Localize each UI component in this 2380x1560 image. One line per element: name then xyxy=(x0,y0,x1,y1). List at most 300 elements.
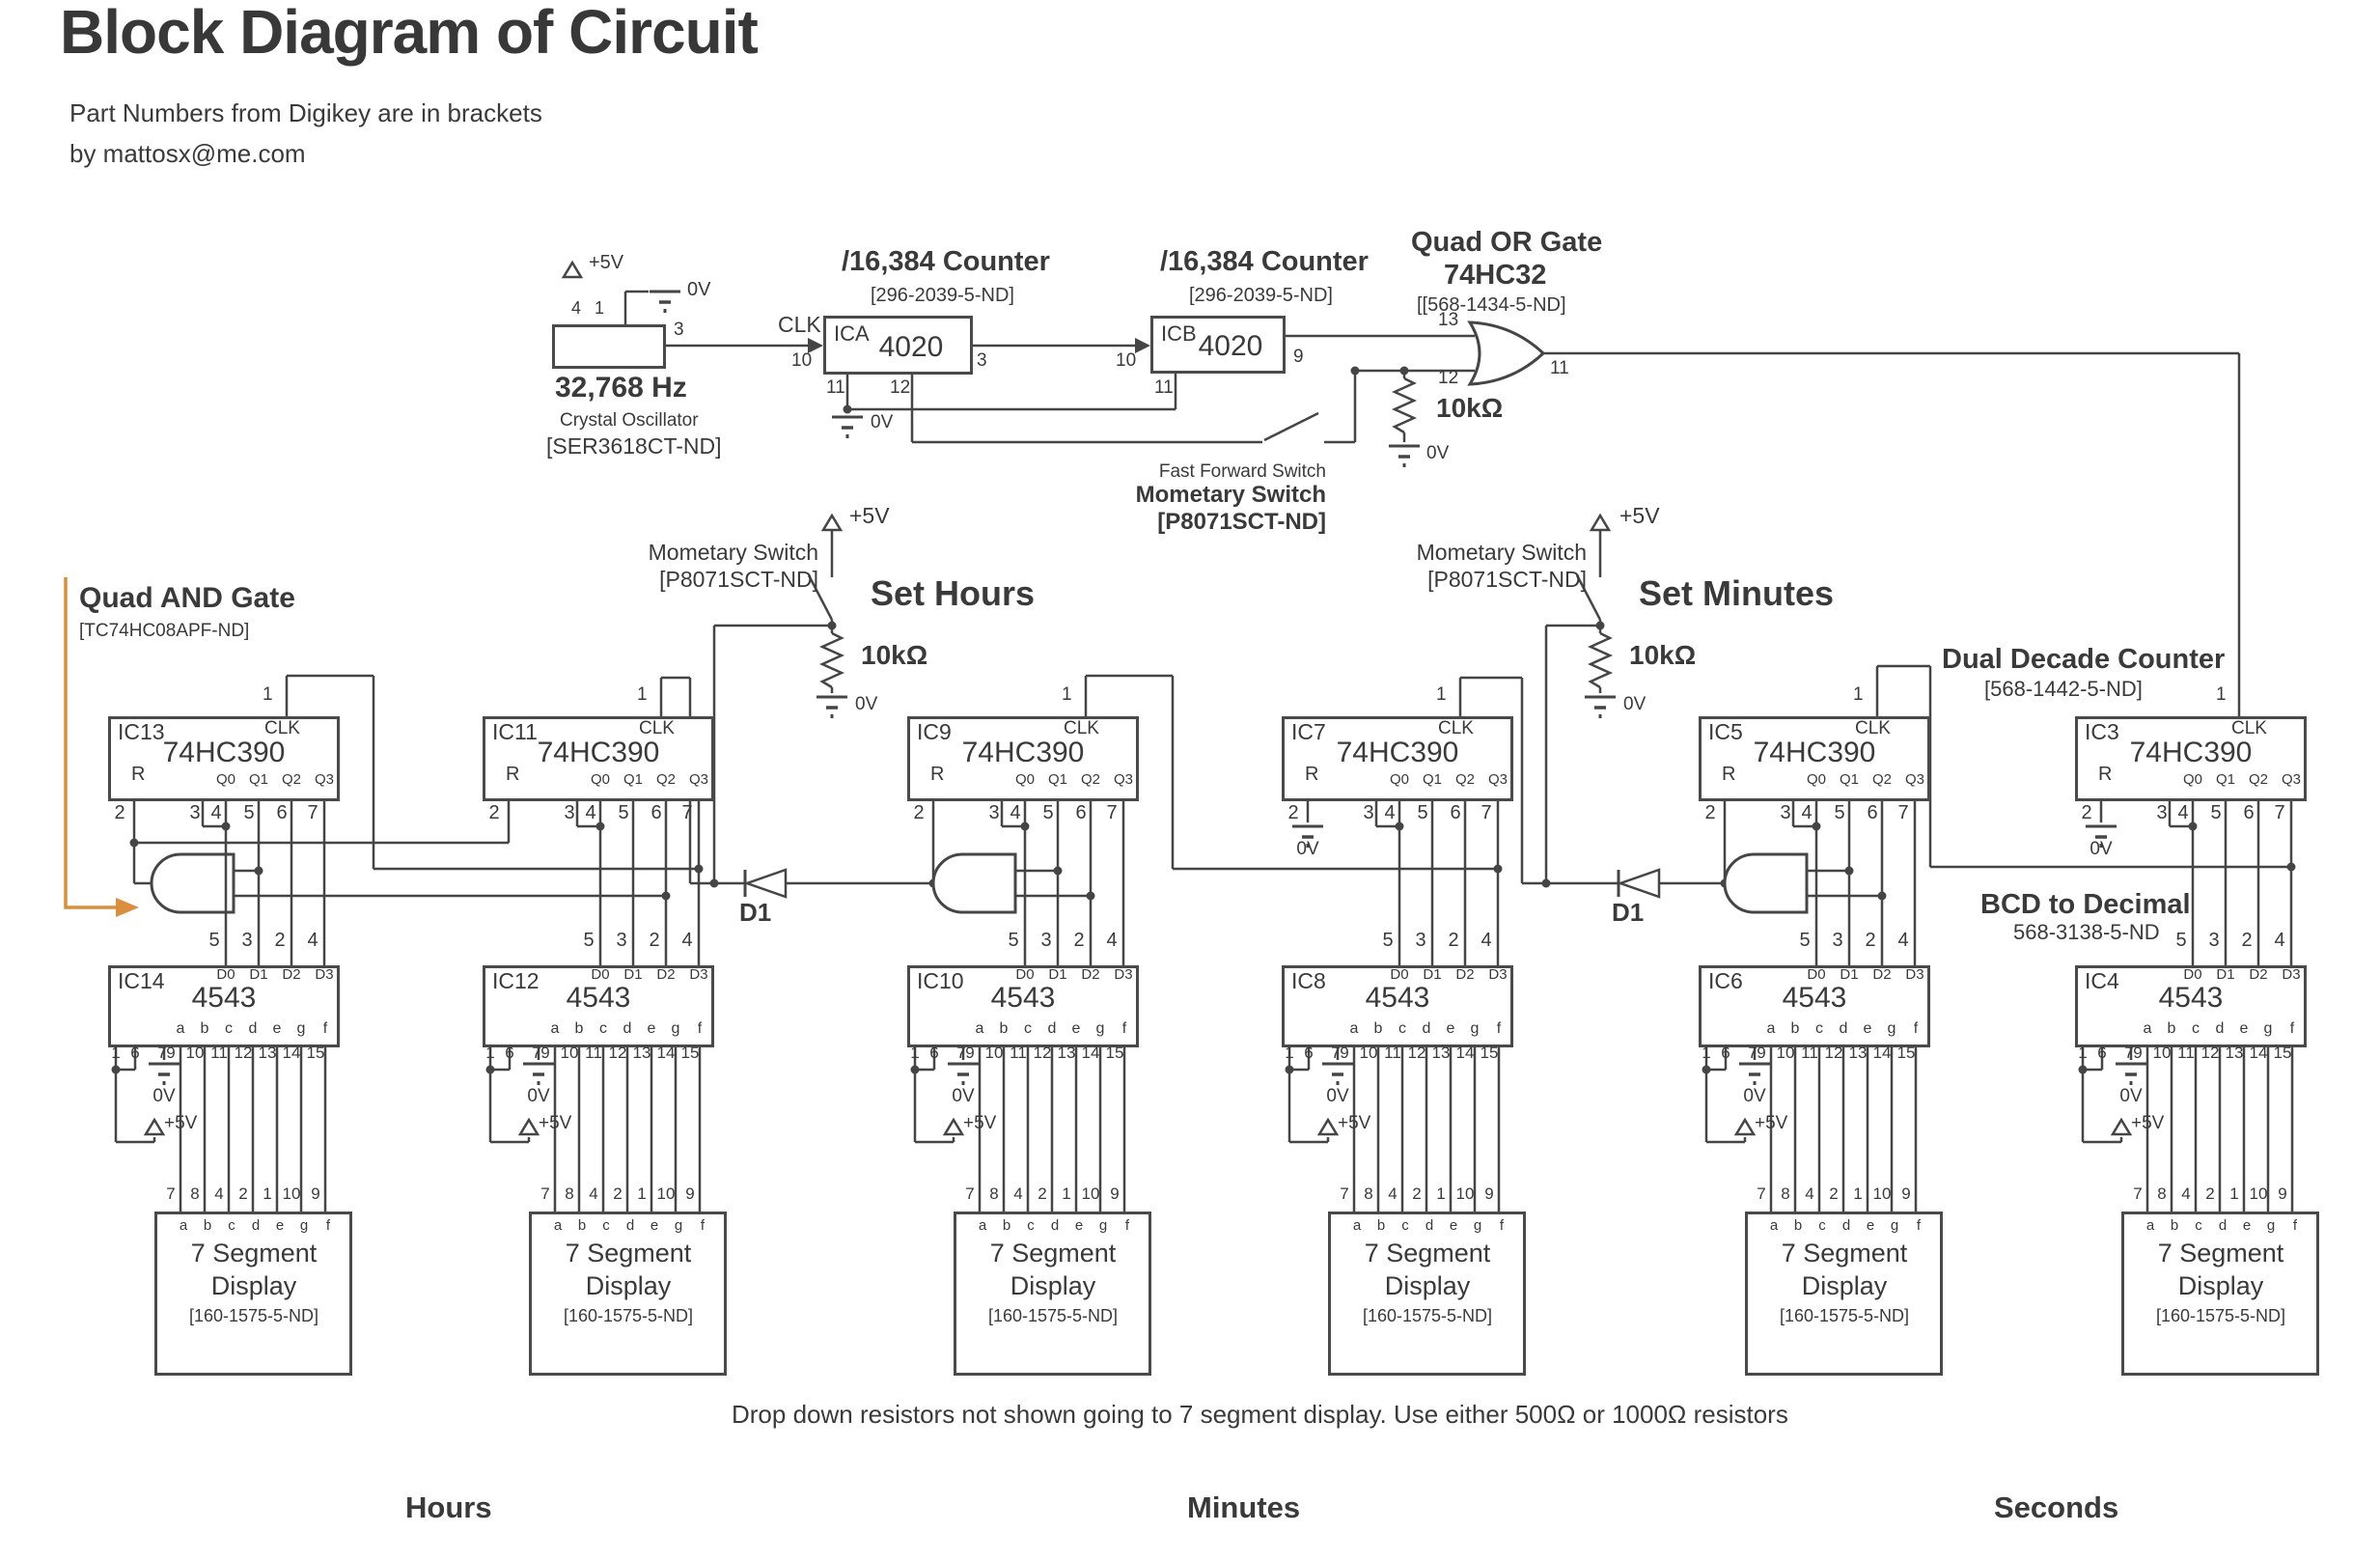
decoder-plus5v-label: +5V xyxy=(1338,1113,1371,1133)
decoder-out-pin-number: 9 xyxy=(166,1044,176,1062)
decoder-chip: 4543 xyxy=(191,982,257,1014)
orange-arrowhead-icon xyxy=(116,898,139,917)
decoder-d-label: D3 xyxy=(1488,966,1508,983)
counter-b-title: /16,384 Counter xyxy=(1160,246,1369,277)
display-line2: Display xyxy=(210,1271,297,1300)
display-seg-label: e xyxy=(2242,1217,2252,1234)
display-pin-number: 10 xyxy=(1872,1184,1892,1203)
decoder-d-pin-number: 3 xyxy=(2208,930,2220,951)
display-pin-number: 4 xyxy=(589,1184,598,1203)
decoder-left-pin-number: 7 xyxy=(157,1044,167,1062)
decoder-seg-label: b xyxy=(200,1020,209,1037)
decoder-seg-label: b xyxy=(999,1020,1009,1037)
counter-pin1-label: 1 xyxy=(1853,684,1864,705)
decoder-d-pin-number: 4 xyxy=(1897,930,1909,951)
decoder-out-pin-number: 9 xyxy=(2133,1044,2143,1062)
counter-pin-number: 4 xyxy=(1384,802,1396,823)
display-seg-label: a xyxy=(1769,1217,1779,1234)
counter-pin-number: 6 xyxy=(650,802,662,823)
counter-q-label: Q0 xyxy=(590,771,611,788)
decoder-d-pin-number: 5 xyxy=(2175,930,2187,951)
display-pin-number: 2 xyxy=(238,1184,248,1203)
display-part-number: [160-1575-5-ND] xyxy=(188,1306,319,1325)
counter-name: IC3 xyxy=(2085,719,2119,744)
set-hours-plus5v: +5V xyxy=(849,503,890,528)
counter-a-part-number: [296-2039-5-ND] xyxy=(871,285,1014,306)
osc-0v-label: 0V xyxy=(687,279,711,300)
decoder-left-pin-number: 1 xyxy=(1702,1044,1711,1062)
counter-pin-number: 5 xyxy=(2210,802,2222,823)
display-seg-label: d xyxy=(251,1217,261,1234)
decoder-d-label: D0 xyxy=(1390,966,1409,983)
decoder-out-pin-number: 12 xyxy=(234,1044,253,1062)
decoder-left-pin-number: 6 xyxy=(929,1044,939,1062)
display-pin-number: 1 xyxy=(2229,1184,2239,1203)
counter-b-pin9: 9 xyxy=(1293,347,1304,367)
counter-pin-number: 6 xyxy=(1450,802,1461,823)
counter-chip: 74HC390 xyxy=(1336,737,1459,768)
decoder-chip: 4543 xyxy=(1365,982,1430,1014)
display-pin-number: 8 xyxy=(1364,1184,1373,1203)
decoder-out-pin-number: 14 xyxy=(282,1044,301,1062)
display-pin-number: 10 xyxy=(282,1184,301,1203)
decoder-d-pin-number: 5 xyxy=(1382,930,1394,951)
decoder-out-pin-number: 9 xyxy=(965,1044,975,1062)
decoder-seg-label: e xyxy=(2239,1020,2249,1037)
decoder-d-pin-number: 4 xyxy=(681,930,693,951)
decoder-out-pin-number: 13 xyxy=(258,1044,277,1062)
decoder-out-pin-number: 11 xyxy=(1801,1044,1818,1062)
decoder-d-label: D2 xyxy=(656,966,676,983)
counter-pin-number: 5 xyxy=(1834,802,1845,823)
display-line1: 7 Segment xyxy=(989,1239,1117,1268)
decoder-left-pin-number: 7 xyxy=(956,1044,966,1062)
decoder-out-pin-number: 11 xyxy=(1384,1044,1401,1062)
counter-a-pin10: 10 xyxy=(791,350,813,371)
counter-pin-number: 4 xyxy=(1010,802,1021,823)
diode-icon xyxy=(1620,870,1659,897)
set-hours-part-number: [P8071SCT-ND] xyxy=(659,567,818,592)
page-title: Block Diagram of Circuit xyxy=(60,0,758,67)
display-seg-label: a xyxy=(2145,1217,2155,1234)
counter-q-label: Q1 xyxy=(248,771,269,788)
decoder-left-pin-number: 6 xyxy=(130,1044,140,1062)
decoder-d-pin-number: 3 xyxy=(616,930,627,951)
display-pin-number: 9 xyxy=(1484,1184,1494,1203)
junction-dot xyxy=(1351,367,1360,376)
counter-q-label: Q0 xyxy=(1806,771,1827,788)
counter-clk-label: CLK xyxy=(639,718,675,738)
decoder-d-pin-number: 5 xyxy=(1008,930,1019,951)
display-seg-label: a xyxy=(553,1217,563,1234)
display-line2: Display xyxy=(1801,1271,1888,1300)
counter-r-label: R xyxy=(930,764,945,785)
counter-q-label: Q1 xyxy=(1047,771,1068,788)
decoder-0v-label: 0V xyxy=(527,1086,550,1106)
display-seg-label: f xyxy=(325,1217,331,1234)
display-pin-number: 1 xyxy=(1436,1184,1446,1203)
decoder-0v-label: 0V xyxy=(1326,1086,1349,1106)
decoder-seg-label: c xyxy=(1815,1020,1823,1037)
display-seg-label: b xyxy=(1002,1217,1011,1234)
decoder-d-pin-number: 3 xyxy=(1415,930,1426,951)
resistor-icon xyxy=(1395,378,1414,432)
counter-0v-label: 0V xyxy=(2089,839,2113,859)
counter-pin-number: 2 xyxy=(2081,802,2092,823)
plus5v-icon xyxy=(1319,1120,1337,1134)
display-seg-label: f xyxy=(1499,1217,1505,1234)
counter-b-box xyxy=(1150,316,1286,374)
decoder-0v-label: 0V xyxy=(2119,1086,2143,1106)
plus5v-icon xyxy=(945,1120,962,1134)
counter-a-pin11: 11 xyxy=(826,377,845,398)
decoder-seg-label: e xyxy=(1071,1020,1081,1037)
decoder-left-pin-number: 1 xyxy=(1285,1044,1294,1062)
and-gate-icon xyxy=(1725,854,1807,912)
counter-pin-number: 3 xyxy=(988,802,1000,823)
plus5v-icon xyxy=(564,263,581,277)
counter-q-label: Q2 xyxy=(655,771,677,788)
display-box xyxy=(1745,1212,1943,1376)
display-part-number: [160-1575-5-ND] xyxy=(987,1306,1119,1325)
decoder-out-pin-number: 10 xyxy=(185,1044,205,1062)
counter-chip: 74HC390 xyxy=(537,737,660,768)
decoder-left-pin-number: 7 xyxy=(1748,1044,1757,1062)
osc-name: Crystal Oscillator xyxy=(560,410,699,431)
decoder-chip: 4543 xyxy=(566,982,631,1014)
counter-pin-number: 3 xyxy=(2156,802,2168,823)
dual-decade-part-number: [568-1442-5-ND] xyxy=(1984,677,2143,701)
counter-pin-number: 2 xyxy=(1287,802,1299,823)
decoder-plus5v-label: +5V xyxy=(2131,1113,2165,1133)
decoder-d-pin-number: 4 xyxy=(307,930,318,951)
decoder-d-label: D1 xyxy=(623,966,643,983)
plus5v-icon xyxy=(520,1120,538,1134)
or-gate-icon xyxy=(1470,322,1543,384)
display-seg-label: e xyxy=(275,1217,285,1234)
bcd-part-number: 568-3138-5-ND xyxy=(2013,920,2160,944)
decoder-out-pin-number: 10 xyxy=(984,1044,1004,1062)
counter-pin-number: 2 xyxy=(114,802,125,823)
decoder-left-pin-number: 1 xyxy=(111,1044,121,1062)
counter-pin1-label: 1 xyxy=(1062,684,1072,705)
and-gate-icon xyxy=(933,854,1015,912)
counter-pin-number: 6 xyxy=(1867,802,1878,823)
counter-a-name: ICA xyxy=(834,321,870,346)
decoder-name: IC12 xyxy=(492,968,540,993)
or-gate-pin12: 12 xyxy=(1438,368,1459,388)
decoder-out-pin-number: 10 xyxy=(1776,1044,1795,1062)
decoder-left-pin-number: 7 xyxy=(532,1044,541,1062)
junction-dot xyxy=(710,879,719,888)
display-pin-number: 1 xyxy=(637,1184,647,1203)
display-pin-number: 7 xyxy=(2133,1184,2143,1203)
display-line2: Display xyxy=(585,1271,672,1300)
display-line2: Display xyxy=(1384,1271,1471,1300)
decoder-seg-label: c xyxy=(2192,1020,2200,1037)
decoder-out-pin-number: 11 xyxy=(210,1044,228,1062)
counter-a-0v-label: 0V xyxy=(871,412,894,432)
display-pin-number: 2 xyxy=(1412,1184,1422,1203)
decoder-seg-label: a xyxy=(2143,1020,2152,1037)
decoder-d-pin-number: 4 xyxy=(1481,930,1492,951)
counter-pin-number: 2 xyxy=(1704,802,1716,823)
counter-b-part-number: [296-2039-5-ND] xyxy=(1189,285,1333,306)
decoder-out-pin-number: 14 xyxy=(656,1044,676,1062)
ff-switch-label: Fast Forward Switch xyxy=(1158,461,1326,482)
display-pin-number: 7 xyxy=(1340,1184,1349,1203)
display-seg-label: c xyxy=(1401,1217,1409,1234)
display-seg-label: g xyxy=(299,1217,309,1234)
set-minutes-resistor-value: 10kΩ xyxy=(1629,640,1697,670)
diode-icon xyxy=(747,870,786,897)
counter-pin-number: 4 xyxy=(210,802,222,823)
decoder-out-pin-number: 14 xyxy=(2249,1044,2268,1062)
set-minutes-part-number: [P8071SCT-ND] xyxy=(1427,567,1587,592)
decoder-seg-label: a xyxy=(176,1020,185,1037)
or-gate-title: Quad OR Gate xyxy=(1411,227,1603,258)
decoder-out-pin-number: 11 xyxy=(2177,1044,2195,1062)
decoder-d-label: D2 xyxy=(1455,966,1475,983)
counter-pin-number: 6 xyxy=(276,802,288,823)
decoder-d-pin-number: 2 xyxy=(1448,930,1459,951)
display-pin-number: 9 xyxy=(685,1184,695,1203)
decoder-chip: 4543 xyxy=(990,982,1056,1014)
or-gate-pin11: 11 xyxy=(1550,358,1569,378)
display-seg-label: c xyxy=(1027,1217,1035,1234)
counter-pin-number: 3 xyxy=(189,802,201,823)
display-seg-label: e xyxy=(1074,1217,1084,1234)
counter-pin-number: 2 xyxy=(913,802,925,823)
decoder-plus5v-label: +5V xyxy=(1755,1113,1788,1133)
decoder-chip: 4543 xyxy=(1782,982,1847,1014)
decoder-out-pin-number: 13 xyxy=(1431,1044,1451,1062)
display-seg-label: g xyxy=(1098,1217,1108,1234)
ff-0v-label: 0V xyxy=(1426,443,1450,463)
decoder-seg-label: d xyxy=(1839,1020,1848,1037)
display-seg-label: c xyxy=(2195,1217,2202,1234)
display-seg-label: a xyxy=(179,1217,188,1234)
counter-q-label: Q3 xyxy=(314,771,335,788)
decoder-d-label: D2 xyxy=(282,966,301,983)
decoder-out-pin-number: 15 xyxy=(680,1044,700,1062)
display-pin-number: 4 xyxy=(1388,1184,1398,1203)
decoder-d-label: D3 xyxy=(1905,966,1924,983)
decoder-seg-label: g xyxy=(1887,1020,1896,1037)
counter-b-name: ICB xyxy=(1161,321,1197,346)
junction-dot xyxy=(1542,879,1551,888)
counter-q-label: Q3 xyxy=(688,771,709,788)
decoder-out-pin-number: 10 xyxy=(2152,1044,2172,1062)
display-seg-label: b xyxy=(577,1217,587,1234)
decoder-d-pin-number: 4 xyxy=(1106,930,1118,951)
decoder-left-pin-number: 1 xyxy=(2078,1044,2088,1062)
counter-q-label: Q2 xyxy=(281,771,302,788)
counter-pin-number: 3 xyxy=(564,802,575,823)
display-pin-number: 8 xyxy=(565,1184,574,1203)
display-pin-number: 4 xyxy=(1013,1184,1023,1203)
display-pin-number: 7 xyxy=(1757,1184,1766,1203)
display-seg-label: g xyxy=(1890,1217,1899,1234)
display-seg-label: a xyxy=(1352,1217,1362,1234)
decoder-out-pin-number: 15 xyxy=(306,1044,325,1062)
decoder-seg-label: d xyxy=(248,1020,258,1037)
decoder-name: IC4 xyxy=(2085,968,2119,993)
counter-pin-number: 7 xyxy=(1106,802,1118,823)
decoder-d-label: D3 xyxy=(689,966,708,983)
decoder-seg-label: f xyxy=(1913,1020,1919,1037)
display-pin-number: 1 xyxy=(1853,1184,1863,1203)
decoder-seg-label: f xyxy=(1496,1020,1502,1037)
decoder-left-pin-number: 1 xyxy=(485,1044,495,1062)
set-minutes-plus5v: +5V xyxy=(1619,503,1660,528)
display-pin-number: 4 xyxy=(1805,1184,1814,1203)
display-seg-label: b xyxy=(1376,1217,1386,1234)
counter-q-label: Q0 xyxy=(2182,771,2203,788)
counter-pin-number: 6 xyxy=(1075,802,1087,823)
counter-name: IC5 xyxy=(1708,719,1743,744)
counter-pin-number: 5 xyxy=(618,802,629,823)
display-box xyxy=(529,1212,727,1376)
decoder-d-label: D1 xyxy=(249,966,268,983)
counter-pin-number: 7 xyxy=(1897,802,1909,823)
crystal-oscillator-box xyxy=(552,324,666,369)
display-pin-number: 10 xyxy=(656,1184,676,1203)
counter-chip: 74HC390 xyxy=(2129,737,2253,768)
decoder-seg-label: b xyxy=(574,1020,584,1037)
display-pin-number: 1 xyxy=(1062,1184,1071,1203)
counter-q-label: Q3 xyxy=(1113,771,1134,788)
counter-q-label: Q3 xyxy=(1904,771,1925,788)
display-line1: 7 Segment xyxy=(1364,1239,1491,1268)
display-seg-label: a xyxy=(978,1217,987,1234)
display-seg-label: g xyxy=(2266,1217,2276,1234)
decoder-out-pin-number: 11 xyxy=(1010,1044,1027,1062)
counter-q-label: Q2 xyxy=(2248,771,2269,788)
display-pin-number: 8 xyxy=(1781,1184,1790,1203)
and-gate-part-number: [TC74HC08APF-ND] xyxy=(79,621,250,641)
counter-chip: 74HC390 xyxy=(162,737,286,768)
decoder-d-pin-number: 2 xyxy=(649,930,660,951)
decoder-out-pin-number: 12 xyxy=(608,1044,627,1062)
decoder-seg-label: c xyxy=(225,1020,233,1037)
decoder-d-pin-number: 5 xyxy=(583,930,595,951)
counter-pin-number: 7 xyxy=(307,802,318,823)
display-pin-number: 10 xyxy=(2249,1184,2268,1203)
counter-pin-number: 5 xyxy=(1417,802,1428,823)
or-gate-part-number: [[568-1434-5-ND] xyxy=(1417,294,1566,316)
decoder-seg-label: g xyxy=(1470,1020,1480,1037)
display-part-number: [160-1575-5-ND] xyxy=(1362,1306,1493,1325)
set-minutes-0v-label: 0V xyxy=(1623,694,1647,714)
display-line2: Display xyxy=(2177,1271,2264,1300)
display-pin-number: 9 xyxy=(2278,1184,2287,1203)
decoder-d-label: D1 xyxy=(2216,966,2235,983)
decoder-d-pin-number: 5 xyxy=(1799,930,1811,951)
display-seg-label: g xyxy=(674,1217,683,1234)
counter-pin-number: 4 xyxy=(2177,802,2189,823)
display-pin-number: 8 xyxy=(190,1184,200,1203)
section-seconds: Seconds xyxy=(1994,1490,2119,1524)
decoder-out-pin-number: 9 xyxy=(1340,1044,1349,1062)
display-seg-label: g xyxy=(1473,1217,1482,1234)
display-part-number: [160-1575-5-ND] xyxy=(2155,1306,2286,1325)
counter-r-label: R xyxy=(1722,764,1736,785)
counter-r-label: R xyxy=(506,764,520,785)
decoder-out-pin-number: 12 xyxy=(2200,1044,2220,1062)
decoder-seg-label: f xyxy=(697,1020,703,1037)
counter-pin-number: 4 xyxy=(585,802,596,823)
counter-a-clk-label: CLK xyxy=(778,312,821,337)
counter-name: IC13 xyxy=(118,719,165,744)
decoder-seg-label: c xyxy=(1024,1020,1032,1037)
display-seg-label: d xyxy=(625,1217,635,1234)
display-pin-number: 4 xyxy=(214,1184,224,1203)
display-seg-label: d xyxy=(1841,1217,1851,1234)
display-pin-number: 10 xyxy=(1455,1184,1475,1203)
counter-chip: 74HC390 xyxy=(961,737,1085,768)
counter-q-label: Q1 xyxy=(623,771,644,788)
decoder-d-pin-number: 2 xyxy=(274,930,286,951)
counter-b-pin10: 10 xyxy=(1116,350,1137,371)
counter-chip: 74HC390 xyxy=(1753,737,1876,768)
display-seg-label: f xyxy=(1124,1217,1130,1234)
display-seg-label: e xyxy=(650,1217,659,1234)
decoder-seg-label: a xyxy=(1766,1020,1776,1037)
counter-pin1-label: 1 xyxy=(637,684,648,705)
decoder-plus5v-label: +5V xyxy=(164,1113,198,1133)
counter-q-label: Q1 xyxy=(2215,771,2236,788)
decoder-0v-label: 0V xyxy=(152,1086,176,1106)
display-pin-number: 7 xyxy=(540,1184,550,1203)
plus5v-icon xyxy=(1736,1120,1754,1134)
decoder-d-label: D0 xyxy=(1807,966,1826,983)
counter-a-title: /16,384 Counter xyxy=(842,246,1050,277)
decoder-out-pin-number: 15 xyxy=(1480,1044,1499,1062)
section-hours: Hours xyxy=(405,1490,492,1524)
counter-a-pin12: 12 xyxy=(890,377,911,398)
decoder-d-label: D3 xyxy=(315,966,334,983)
decoder-seg-label: f xyxy=(1121,1020,1127,1037)
counter-name: IC9 xyxy=(917,719,952,744)
decoder-left-pin-number: 6 xyxy=(1304,1044,1314,1062)
display-seg-label: c xyxy=(228,1217,235,1234)
decoder-d-label: D0 xyxy=(1015,966,1035,983)
wire xyxy=(1264,413,1318,440)
set-hours-switch-type: Mometary Switch xyxy=(648,540,818,565)
display-seg-label: e xyxy=(1449,1217,1458,1234)
counter-r-label: R xyxy=(1305,764,1319,785)
set-minutes-switch-type: Mometary Switch xyxy=(1416,540,1587,565)
decoder-left-pin-number: 1 xyxy=(910,1044,920,1062)
display-pin-number: 2 xyxy=(1829,1184,1839,1203)
decoder-d-label: D1 xyxy=(1048,966,1067,983)
display-line1: 7 Segment xyxy=(2157,1239,2284,1268)
decoder-seg-label: e xyxy=(272,1020,282,1037)
counter-pin-number: 6 xyxy=(2243,802,2255,823)
bcd-title: BCD to Decimal xyxy=(1980,889,2191,920)
counter-q-label: Q2 xyxy=(1454,771,1476,788)
plus5v-icon xyxy=(823,515,841,530)
decoder-left-pin-number: 6 xyxy=(1721,1044,1730,1062)
counter-name: IC7 xyxy=(1291,719,1326,744)
display-box xyxy=(154,1212,352,1376)
resistor-icon xyxy=(1591,633,1610,687)
decoder-d-label: D1 xyxy=(1840,966,1859,983)
junction-dot xyxy=(1286,1066,1294,1074)
osc-frequency: 32,768 Hz xyxy=(555,372,687,404)
and-gate-icon xyxy=(152,854,234,912)
